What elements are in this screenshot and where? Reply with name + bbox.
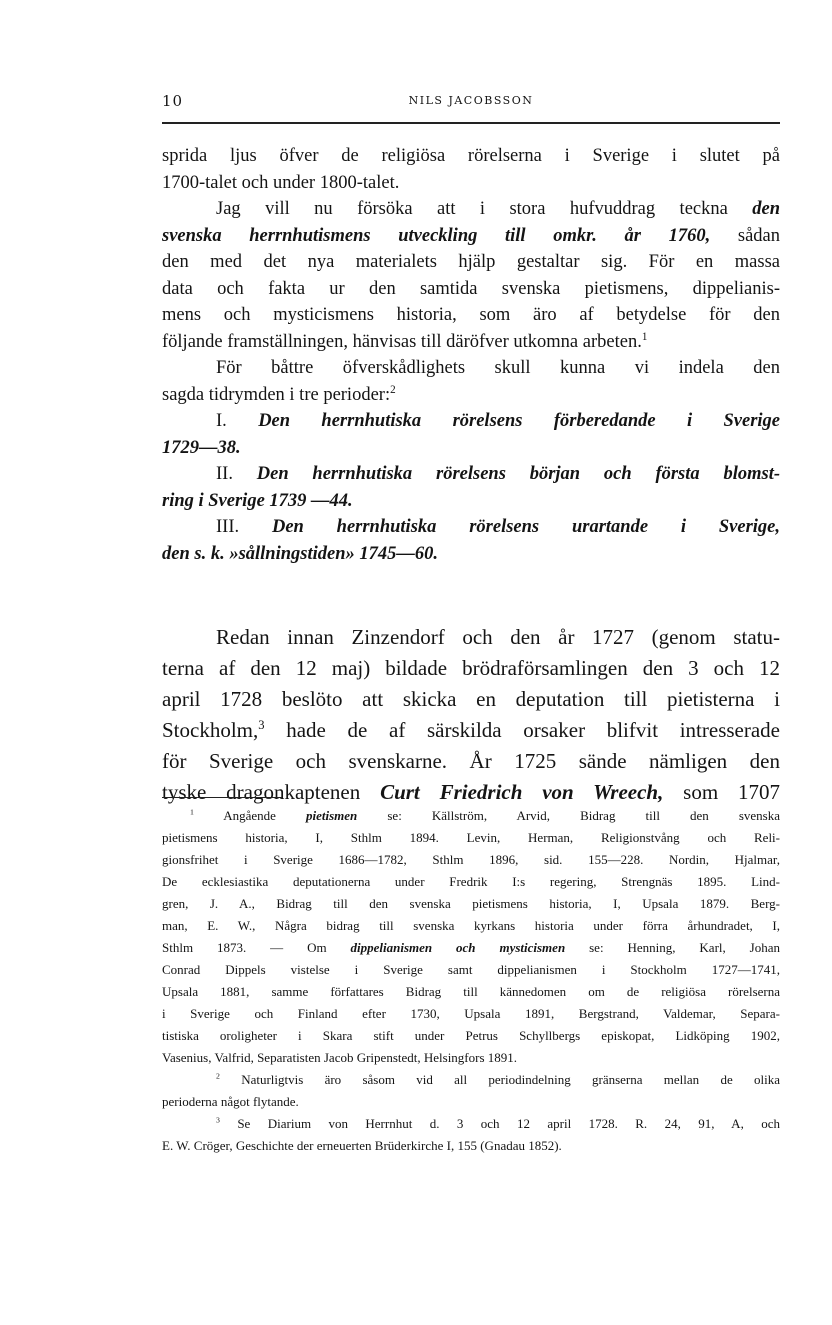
- text-line: Jag vill nu försöka att i stora hufvuddrag teckna den: [216, 199, 780, 219]
- header-rule: [162, 122, 780, 124]
- footnote-line: pietismens historia, I, Sthlm 1894. Levin, Herman, Religionstvång och Reli-: [162, 830, 780, 845]
- text-line: Redan innan Zinzendorf och den år 1727 (genom statu-: [216, 625, 780, 649]
- footnote-line: De ecklesiastika deputationerna under Fredrik I:s regering, Strengnäs 1895. Lind-: [162, 874, 780, 889]
- text-line: terna af den 12 maj) bildade brödraförsamlingen den 3 och 12: [162, 656, 780, 680]
- footnote-line: tistiska oroligheter i Skara stift under Petrus Schyllbergs episkopat, Lidköping 1902,: [162, 1028, 780, 1043]
- text-line: april 1728 beslöto att skicka en deputation till pietisterna i: [162, 687, 780, 711]
- footnote-line: perioderna något flytande.: [162, 1094, 299, 1109]
- period-line: III. Den herrnhutiska rörelsens urartande i Sverige,: [216, 517, 780, 537]
- footnote-ref: 2: [390, 383, 396, 396]
- text-line: mens och mysticismens historia, som äro af betydelse för den: [162, 305, 780, 325]
- running-head: NILS JACOBSSON: [408, 94, 534, 107]
- text-line: svenska herrnhutismens utveckling till omkr. år 1760, sådan: [162, 225, 780, 246]
- footnote-line: Sthlm 1873. — Om dippelianismen och mysticismen se: Henning, Karl, Johan: [162, 940, 781, 955]
- footnote-line: $^3$ Se Diarium von Herrnhut d. 3 och 12 april 1728. R. 24, 91, A, och: [216, 1115, 781, 1131]
- footnote-line: Conrad Dippels vistelse i Sverige samt dippelianismen i Stockholm 1727—1741,: [162, 962, 780, 977]
- footnote-line: $^2$ Naturligtvis äro såsom vid all periodindelning gränserna mellan de olika: [216, 1071, 780, 1087]
- footnote-line: Upsala 1881, samme författares Bidrag till kännedomen om de religiösa rörelserna: [162, 984, 780, 999]
- text-line: För båttre öfverskådlighets skull kunna vi indela den: [216, 358, 780, 378]
- footnote-line: gren, J. A., Bidrag till den svenska pietismens historia, I, Upsala 1879. Berg-: [162, 896, 780, 911]
- main-paragraph: [162, 622, 780, 808]
- period-line: ring i Sverige 1739 —44.: [162, 490, 353, 511]
- period-line: I. Den herrnhutiska rörelsens förberedande i Sverige: [216, 411, 780, 431]
- footnote-ref: 3: [258, 718, 265, 732]
- footnote-line: i Sverige och Finland efter 1730, Upsala 1891, Bergstrand, Valdemar, Separa-: [162, 1006, 780, 1021]
- period-line: II. Den herrnhutiska rörelsens början och första blomst-: [216, 464, 780, 484]
- footnote-line: gionsfrihet i Sverige 1686—1782, Sthlm 1896, sid. 155—228. Nordin, Hjalmar,: [162, 852, 780, 867]
- footnote-line: Vasenius, Valfrid, Separatisten Jacob Gripenstedt, Helsingfors 1891.: [162, 1050, 518, 1065]
- text-line: för Sverige och svenskarne. År 1725 sände nämligen den: [162, 749, 780, 773]
- footnote-ref: 1: [641, 330, 648, 343]
- intro-paragraphs: [162, 143, 780, 567]
- text-line: Stockholm,$^3$ hade de af särskilda orsaker blifvit intresserade: [162, 718, 780, 742]
- text-line: tyske dragonkaptenen Curt Friedrich von Wreech, som 1707: [162, 780, 780, 804]
- text-line: den med det nya materialets hjälp gestaltar sig. För en massa: [162, 252, 780, 272]
- footnote-rule: [162, 797, 282, 798]
- text-line: sagda tidrymden i tre perioder:$^2$: [162, 383, 396, 405]
- page-header: [162, 92, 780, 116]
- period-line: den s. k. »sållningstiden» 1745—60.: [162, 543, 439, 564]
- text-line: 1700-talet och under 1800-talet.: [162, 172, 400, 193]
- footnote-line: $^1$ Angående pietismen se: Källström, Arvid, Bidrag till den svenska: [190, 807, 780, 823]
- footnote-line: E. W. Cröger, Geschichte der erneuerten Brüderkirche I, 155 (Gnadau 1852).: [162, 1138, 562, 1153]
- footnotes: [162, 805, 780, 1157]
- text-line: följande framställningen, hänvisas till däröfver utkomna arbeten.$^1$: [162, 330, 648, 352]
- text-line: sprida ljus öfver de religiösa rörelserna i Sverige i slutet på: [162, 146, 780, 166]
- period-line: 1729—38.: [162, 437, 241, 458]
- text-line: data och fakta ur den samtida svenska pietismens, dippelianis-: [162, 278, 780, 299]
- footnote-line: man, E. W., Några bidrag till svenska kyrkans historia under förra århundradet, I,: [162, 918, 780, 933]
- page-number: 10: [162, 92, 184, 110]
